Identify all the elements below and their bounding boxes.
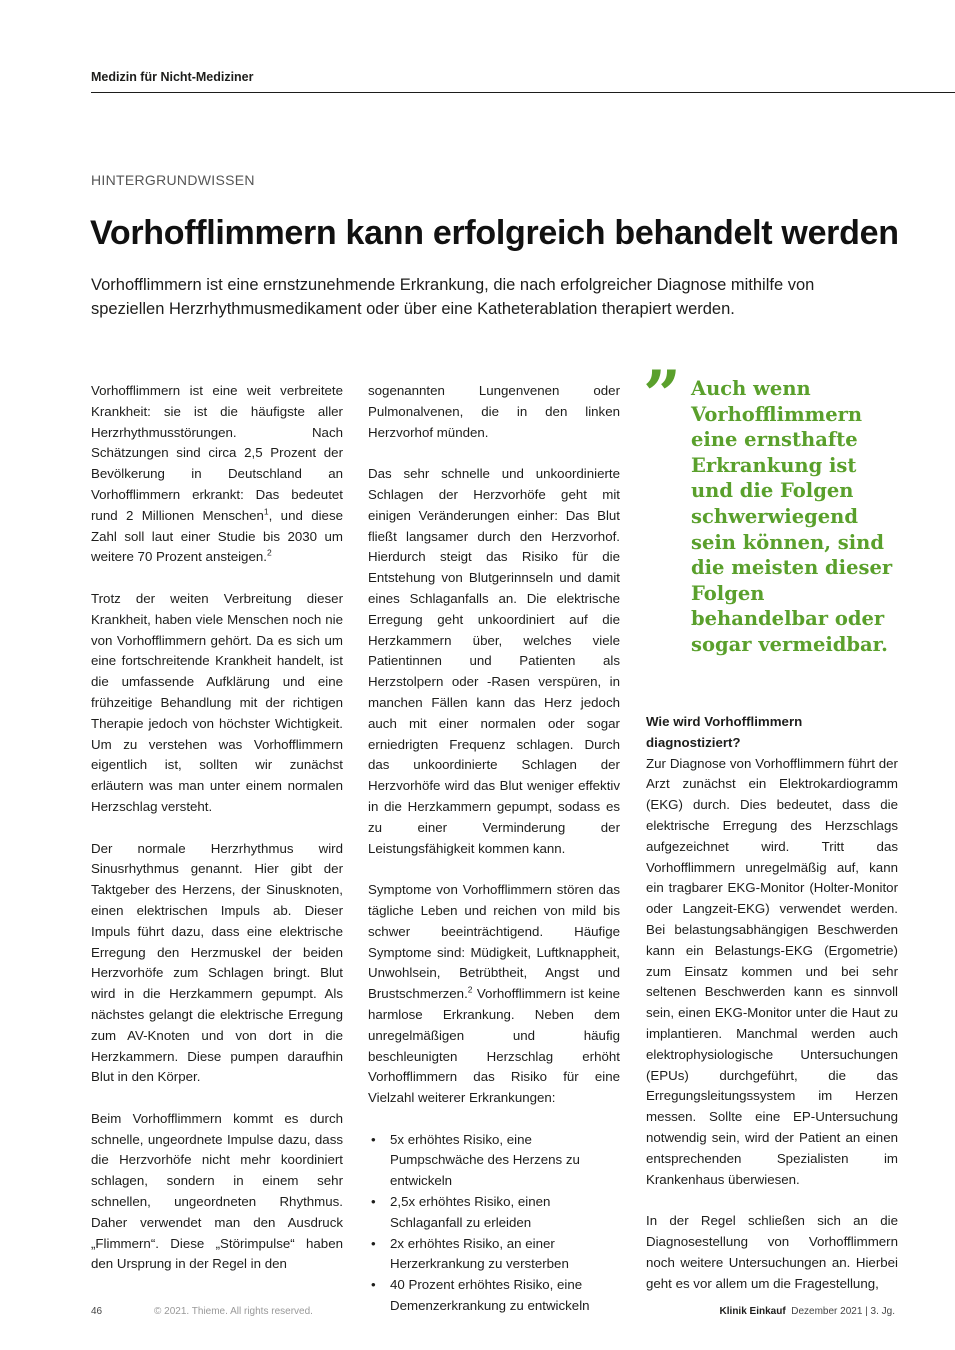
paragraph [91, 381, 343, 568]
paragraph: Beim Vorhofflimmern kommt es durch schnelle, ungeordnete Impulse dazu, dass die Herzvorhöfe nicht mehr koordiniert schlagen, sondern in einem sehr schnellen, ungeordneten Rhythmus. Daher verwendet man den Ausdruck „Flimmern“. Diese „Störimpulse“ haben den Ursprung in der Regel in den [91, 1110, 343, 1272]
bullet-icon: • [371, 1235, 376, 1251]
article-kicker: HINTERGRUNDWISSEN [91, 172, 255, 188]
section-label: Medizin für Nicht-Mediziner [91, 70, 254, 84]
issue-info: Dezember 2021 | 3. Jg. [791, 1306, 895, 1317]
bullet-icon: • [371, 1277, 376, 1293]
text-column-1 [91, 381, 343, 1296]
paragraph: Zur Diagnose von Vorhofflimmern führt der Arzt zunächst ein Elektrokardiogramm (EKG) durch. Dies bedeutet, dass die elektrische Erregung des Herzschlags aufgezeichnet wird. Tritt das Vorhofflimmern unregelmäßig auf, kann ein tragbarer EKG-Monitor (Holter-Monitor oder Langzeit-EKG) verwendet werden. Bei belastungsabhängigen Beschwerden kann ein Belastungs-EKG (Ergometrie) zum Einsatz kommen und bei sehr seltenen Beschwerden kann es sinnvoll sein, einen EKG-Monitor unter die Haut zu implantieren. Manchmal werden auch elektrophysiologische Untersuchungen (EPUs) durchgeführt, die das Erregungsleitungssystem im Herzen messen. Sollte eine EP-Untersuchung notwendig sein, wird der Patient an einen entsprechenden Spezialisten im Krankenhaus überwiesen. [646, 755, 898, 1187]
list-item [368, 1234, 620, 1276]
risk-list [368, 1130, 620, 1317]
paragraph: Das sehr schnelle und unkoordinierte Schlagen der Herzvorhöfe geht mit einigen Veränderungen einher: Das Blut fließt langsamer durch den Herzvorhof. Hierdurch steigt das Risiko für die Entstehung von Blutgerinnseln und damit eines Schlaganfalls an. Die elektrische Erregung geht unkoordiniert auf die Herzkammern über, welches viele Patientinnen und Patienten als Herzstolpern oder -Rasen verspüren, in manchen Fällen kann das Herz jedoch auch mit einer normalen oder sogar erniedrigten Frequenz schlagen. Durch das unkoordinierte Schlagen der Herzvorhöfe wird das Blut weniger effektiv in die Herzkammern gepumpt, sodass es zu einer Verminderung der Leistungsfähigkeit kommen kann. [368, 466, 620, 856]
publication-name: Klinik Einkauf [719, 1306, 786, 1317]
footnote-ref: 2 [266, 547, 272, 558]
paragraph-text: Vorhofflimmern ist eine weit verbreitete Krankheit: sie ist die häufigste aller Herzrhythmusstörungen. Nach Schätzungen sind circa 2,5 Prozent der Bevölkerung in Deutschland an Vorhofflimmern erkrankt: Das bedeutet rund 2 Millionen Menschen [91, 383, 343, 523]
list-item-text: 2,5x erhöhtes Risiko, einen Schlaganfall zu erleiden [390, 1194, 551, 1230]
text-column-3 [646, 712, 898, 1315]
article-lead: Vorhofflimmern ist eine ernstzunehmende Erkrankung, die nach erfolgreicher Diagnose mithilfe von speziellen Herzrhythmusmedikament oder über eine Katheterablation therapiert werden. [91, 276, 815, 318]
list-item-text: 5x erhöhtes Risiko, eine Pumpschwäche des Herzens zu entwickeln [390, 1131, 580, 1189]
footnote-ref: 2 [467, 984, 473, 995]
paragraph: In der Regel schließen sich an die Diagnosestellung von Vorhofflimmern noch weitere Untersuchungen an. Hierbei geht es vor allem um die Fragestellung, [646, 1213, 898, 1291]
subheading: Wie wird Vorhofflimmern diagnostiziert? [646, 714, 803, 750]
paragraph [368, 880, 620, 1109]
paragraph: Trotz der weiten Verbreitung dieser Krankheit, haben viele Menschen noch nie von Vorhofflimmern gehört. Da es sich um eine fortschreitende Krankheit handelt, ist die umfassende Aufklärung und eine frühzeitige Behandlung mit der richtigen Therapie jedoch von höchster Wichtigkeit. Um zu verstehen was Vorhofflimmern eigentlich ist, sollten wir zunächst erläutern was man unter einem normalen Herzschlag versteht. [91, 590, 343, 814]
text-column-2 [368, 381, 620, 1317]
paragraph-text: , und diese Zahl soll laut einer Studie bis 2030 um weitere 70 Prozent ansteigen. [91, 507, 343, 565]
article-title: Vorhofflimmern kann erfolgreich behandelt werden [90, 214, 899, 252]
pull-quote: Auch wenn Vorhofflimmern eine ernsthafte Erkrankung ist und die Folgen schwerwiegend sein können, sind die meisten dieser Folgen behandelbar oder sogar vermeidbar. [691, 377, 893, 656]
footnote-ref: 1 [263, 506, 269, 517]
page-number: 46 [91, 1306, 103, 1317]
header-divider [91, 92, 955, 93]
list-item-text: 40 Prozent erhöhtes Risiko, eine Demenzerkrankung zu entwickeln [390, 1277, 590, 1314]
quote-mark-icon: ” [643, 356, 675, 434]
copyright-notice: © 2021. Thieme. All rights reserved. [154, 1306, 313, 1317]
paragraph-text: Vorhofflimmern ist keine harmlose Erkrankung. Neben dem unregelmäßigen und häufig beschleunigten Herzschlag erhöht Vorhofflimmern das Risiko für eine Vielzahl weiterer Erkrankungen: [368, 986, 620, 1106]
list-item [368, 1192, 620, 1234]
bullet-icon: • [371, 1131, 376, 1147]
paragraph: sogenannten Lungenvenen oder Pulmonalvenen, die in den linken Herzvorhof münden. [368, 383, 620, 440]
list-item [368, 1130, 620, 1192]
publication-info [720, 1306, 895, 1317]
list-item-text: 2x erhöhtes Risiko, an einer Herzerkrankung zu versterben [390, 1235, 569, 1272]
paragraph-text: Symptome von Vorhofflimmern stören das tägliche Leben und reichen von mild bis schwer beeinträchtigend. Häufige Symptome sind: Müdigkeit, Luftknappheit, Unwohlsein, Betrübtheit, Angst und Brustschmerzen. [368, 882, 620, 1002]
list-item [368, 1275, 620, 1317]
bullet-icon: • [371, 1194, 376, 1210]
paragraph: Der normale Herzrhythmus wird Sinusrhythmus genannt. Hier gibt der Taktgeber des Herzens, der Sinusknoten, einen elektrischen Impuls ab. Dieser Impuls führt dazu, dass eine elektrische Erregung den Herzmuskel der beiden Herzvorhöfe zum Schlagen bringt. Blut wird in die Herzkammern gepumpt. Als nächstes gelangt die elektrische Erregung zum AV-Knoten und von dort in die Herzkammern. Diese pumpen daraufhin Blut in den Körper. [91, 840, 343, 1085]
